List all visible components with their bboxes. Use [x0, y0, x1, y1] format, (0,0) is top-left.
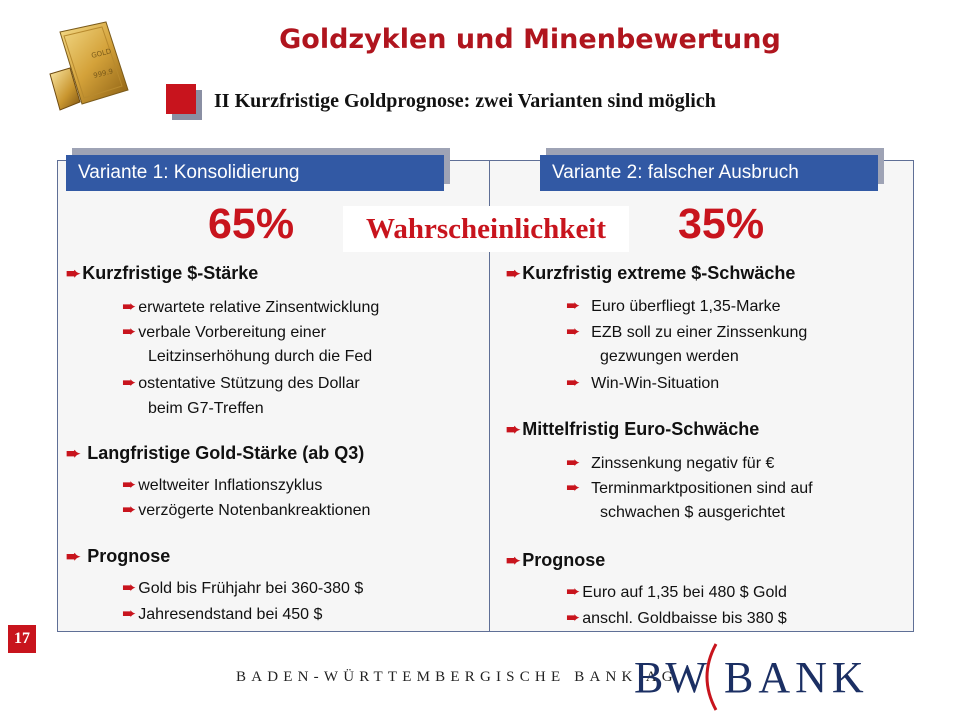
- arrow-right-icon: ➨: [66, 547, 81, 566]
- arrow-right-icon: ➨: [122, 475, 137, 494]
- arrow-right-icon: ➨: [66, 444, 81, 463]
- v1-heading-long-term-text: Langfristige Gold-Stärke (ab Q3): [87, 443, 365, 463]
- arrow-right-icon: ➨: [122, 373, 137, 392]
- v2-bullet-6-text: Euro auf 1,35 bei 480 $ Gold: [582, 584, 787, 601]
- v2-bullet-4: [566, 453, 774, 473]
- v1-bullet-3-cont: beim G7-Treffen: [148, 400, 264, 417]
- v2-bullet-3-text: Win-Win-Situation: [591, 375, 720, 392]
- svg-text:GOLD: GOLD: [90, 47, 113, 60]
- probability-label: Wahrscheinlichkeit: [343, 206, 629, 252]
- arrow-right-icon: ➨: [566, 608, 581, 627]
- v2-bullet-7: [566, 608, 787, 628]
- v1-bullet-6-text: Gold bis Frühjahr bei 360-380 $: [138, 580, 364, 597]
- v2-bullet-1: [566, 296, 781, 316]
- arrow-right-icon: ➨: [66, 264, 81, 283]
- arrow-right-icon: ➨: [122, 500, 137, 519]
- v2-heading-forecast: [506, 550, 605, 571]
- v2-heading-forecast-text: Prognose: [522, 550, 606, 570]
- v2-bullet-5: [566, 478, 813, 498]
- logo-parenthesis-icon: [696, 642, 722, 712]
- arrow-right-icon: ➨: [566, 453, 581, 472]
- v1-heading-short-term: [66, 263, 258, 284]
- v1-heading-forecast-text: Prognose: [87, 546, 171, 566]
- v2-bullet-5-cont: schwachen $ ausgerichtet: [600, 504, 785, 521]
- red-arc-decoration: [936, 60, 960, 720]
- v2-heading-short-term-text: Kurzfristig extreme $-Schwäche: [522, 263, 796, 283]
- v2-bullet-3: [566, 373, 719, 393]
- logo-bw: BW: [634, 653, 709, 702]
- variant2-percent: 35%: [678, 200, 765, 248]
- v1-heading-forecast: [66, 546, 170, 567]
- arrow-right-icon: ➨: [566, 582, 581, 601]
- v1-bullet-2-text: verbale Vorbereitung einer: [138, 324, 326, 341]
- arrow-right-icon: ➨: [122, 322, 137, 341]
- v1-bullet-5-text: verzögerte Notenbankreaktionen: [138, 502, 371, 519]
- v1-bullet-5: [122, 500, 370, 520]
- v2-heading-mid-term: [506, 419, 759, 440]
- arrow-right-icon: ➨: [506, 264, 521, 283]
- v2-bullet-6: [566, 582, 787, 602]
- v1-heading-short-term-text: Kurzfristige $-Stärke: [82, 263, 259, 283]
- v2-bullet-7-text: anschl. Goldbaisse bis 380 $: [582, 610, 787, 627]
- arrow-right-icon: ➨: [566, 296, 581, 315]
- variant1-percent: 65%: [208, 200, 295, 248]
- v1-bullet-6: [122, 578, 363, 598]
- v2-bullet-4-text: Zinssenkung negativ für €: [591, 455, 775, 472]
- v2-bullet-2: [566, 322, 807, 342]
- v2-heading-short-term: [506, 263, 795, 284]
- page-number: 17: [8, 625, 36, 653]
- arrow-right-icon: ➨: [506, 420, 521, 439]
- v1-bullet-4-text: weltweiter Inflationszyklus: [138, 477, 323, 494]
- v1-bullet-2: [122, 322, 326, 342]
- page-title: Goldzyklen und Minenbewertung: [279, 24, 781, 55]
- arrow-right-icon: ➨: [506, 551, 521, 570]
- svg-text:999.9: 999.9: [92, 67, 114, 80]
- arrow-right-icon: ➨: [122, 578, 137, 597]
- v1-bullet-2-cont: Leitzinserhöhung durch die Fed: [148, 348, 373, 365]
- arrow-right-icon: ➨: [566, 478, 581, 497]
- v1-bullet-1-text: erwartete relative Zinsentwicklung: [138, 299, 380, 316]
- v2-bullet-2-text: EZB soll zu einer Zinssenkung: [591, 324, 808, 341]
- subtitle-square-icon: [166, 84, 196, 114]
- v2-bullet-5-text: Terminmarktpositionen sind auf: [591, 480, 813, 497]
- arrow-right-icon: ➨: [122, 297, 137, 316]
- arrow-right-icon: ➨: [566, 322, 581, 341]
- variant2-header: Variante 2: falscher Ausbruch: [540, 155, 878, 191]
- arrow-right-icon: ➨: [122, 604, 137, 623]
- v2-bullet-2-cont: gezwungen werden: [600, 348, 739, 365]
- variant1-header: Variante 1: Konsolidierung: [66, 155, 444, 191]
- subtitle: II Kurzfristige Goldprognose: zwei Varianten sind möglich: [214, 90, 716, 112]
- gold-bars-image: [40, 18, 135, 113]
- v1-bullet-7: [122, 604, 322, 624]
- v1-heading-long-term: [66, 443, 364, 464]
- v1-bullet-7-text: Jahresendstand bei 450 $: [138, 606, 323, 623]
- v1-bullet-1: [122, 297, 379, 317]
- v2-bullet-1-text: Euro überfliegt 1,35-Marke: [591, 298, 781, 315]
- v1-bullet-4: [122, 475, 322, 495]
- v2-heading-mid-term-text: Mittelfristig Euro-Schwäche: [522, 419, 760, 439]
- bank-name: BADEN-WÜRTTEMBERGISCHE BANK AG: [236, 669, 678, 685]
- v1-bullet-3: [122, 373, 360, 393]
- logo-bank: BANK: [724, 653, 869, 702]
- v1-bullet-3-text: ostentative Stützung des Dollar: [138, 375, 360, 392]
- arrow-right-icon: ➨: [566, 373, 581, 392]
